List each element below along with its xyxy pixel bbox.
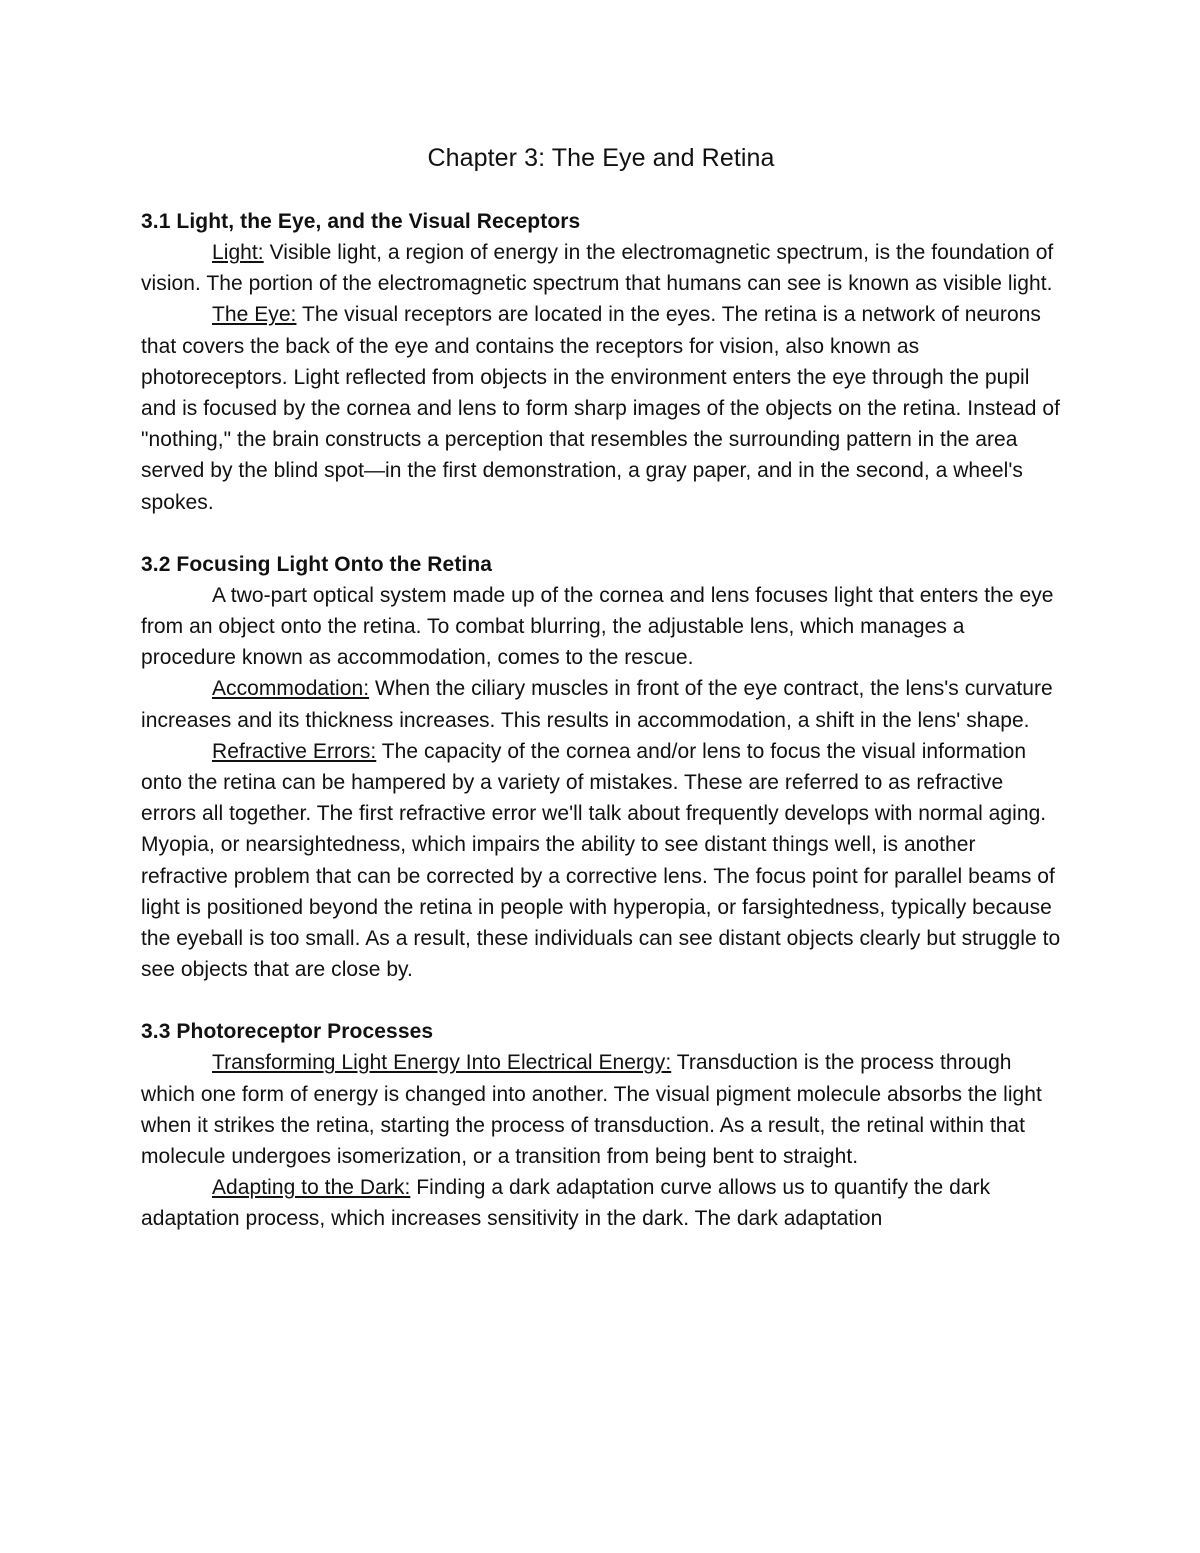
term-label: Accommodation: [212, 677, 370, 701]
document-page [141, 140, 1061, 1235]
section-3-2 [141, 549, 1061, 986]
paragraph-text: When the ciliary muscles in front of the eye contract, the lens's curvature increases and its thickness increases. This results in accommodation, a shift in the lens' shape. [141, 677, 1053, 732]
section-spacer [141, 985, 1061, 1016]
paragraph-refractive-errors [141, 736, 1061, 986]
paragraph-text: A two-part optical system made up of the cornea and lens focuses light that enters the eye from an object onto the retina. To combat blurring, the adjustable lens, which manages a procedure known as accommodation, comes to the rescue. [141, 583, 1054, 670]
paragraph-the-eye [141, 299, 1061, 517]
term-label: Refractive Errors: [212, 739, 377, 763]
paragraph-accommodation [141, 673, 1061, 735]
paragraph-light [141, 237, 1061, 299]
section-spacer [141, 518, 1061, 549]
paragraph-text: Visible light, a region of energy in the electromagnetic spectrum, is the foundation of vision. The portion of the electromagnetic spectrum that humans can see is known as visible light. [141, 241, 1054, 296]
section-heading: 3.2 Focusing Light Onto the Retina [141, 552, 493, 576]
term-label: Transforming Light Energy Into Electrical Energy: [212, 1051, 672, 1075]
document-title: Chapter 3: The Eye and Retina [427, 144, 775, 172]
paragraph-optical-system [141, 580, 1061, 674]
section-heading: 3.3 Photoreceptor Processes [141, 1020, 434, 1044]
paragraph-dark-adaptation [141, 1172, 1061, 1234]
paragraph-text: Finding a dark adaptation curve allows us to quantify the dark adaptation process, which increases sensitivity in the dark. The dark adaptation [141, 1176, 991, 1231]
paragraph-transduction [141, 1047, 1061, 1172]
paragraph-text: The capacity of the cornea and/or lens to focus the visual information onto the retina can be hampered by a variety of mistakes. These are referred to as refractive errors all together. The first refractive error we'll talk about frequently develops with normal aging. Myopia, or nearsightedness, which impairs the ability to see distant things well, is another refractive problem that can be corrected by a corrective lens. The focus point for parallel beams of light is positioned beyond the retina in people with hyperopia, or farsightedness, typically because the eyeball is too small. As a result, these individuals can see distant objects clearly but struggle to see objects that are close by. [141, 739, 1061, 982]
term-label: Adapting to the Dark: [212, 1176, 411, 1200]
section-3-1 [141, 206, 1061, 518]
term-label: Light: [212, 241, 264, 264]
section-3-3 [141, 1016, 1061, 1234]
term-label: The Eye: [212, 303, 297, 327]
paragraph-text: Transduction is the process through which one form of energy is changed into another. The visual pigment molecule absorbs the light when it strikes the retina, starting the process of transduction. As a result, the retinal within that molecule undergoes isomerization, or a transition from being bent to straight. [141, 1051, 1042, 1169]
paragraph-text: The visual receptors are located in the eyes. The retina is a network of neurons that covers the back of the eye and contains the receptors for vision, also known as photoreceptors. Light reflected from objects in the environment enters the eye through the pupil and is focused by the cornea and lens to form sharp images of the objects on the retina. Instead of "nothing," the brain constructs a perception that resembles the surrounding pattern in the area served by the blind spot—in the first demonstration, a gray paper, and in the second, a wheel's spokes. [141, 303, 1061, 514]
section-heading: 3.1 Light, the Eye, and the Visual Receptors [141, 210, 581, 233]
